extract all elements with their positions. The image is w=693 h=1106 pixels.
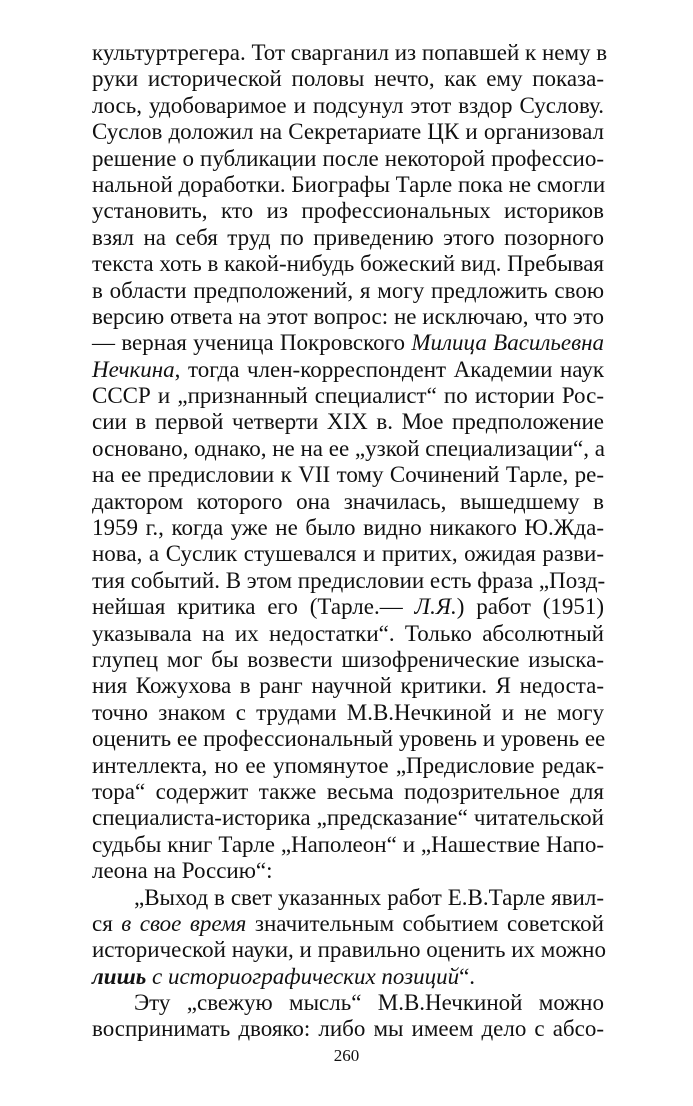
text-span: СССР и „признанный специалист“ по истории Рос- — [92, 383, 604, 409]
text-span: ния Кожухова в ранг научной критики. Я недоста- — [92, 673, 604, 699]
text-span: значительным событием советской — [246, 910, 604, 936]
text-line — [92, 278, 604, 304]
text-span: версию ответа на этот вопрос: не исключаю, что это — [92, 303, 604, 329]
text-span: „Выход в свет указанных работ Е.В.Тарле явил- — [134, 884, 604, 910]
text-span: судьбы книг Тарле „Наполеон“ и „Нашествие Напо- — [92, 831, 604, 857]
emphasis-span: Нечкина — [92, 356, 175, 382]
text-line — [92, 357, 604, 383]
text-span: ся — [92, 910, 122, 936]
text-line — [92, 515, 604, 541]
text-line — [92, 805, 604, 831]
text-span: воспринимать двояко: либо мы имеем дело с абсо- — [92, 1016, 604, 1042]
text-line — [92, 40, 608, 66]
text-span: культуртрегера. Тот сварганил из попавшей к нему в — [92, 40, 608, 65]
text-span: основано, однако, не на ее „узкой специализации“, а — [92, 435, 605, 461]
emphasis-span: лишь — [92, 963, 147, 989]
text-line — [92, 885, 604, 911]
text-span: установить, кто из профессиональных историков — [92, 198, 604, 224]
text-span: исторической науки, и правильно оценить их можно — [92, 937, 606, 963]
text-span: текста хоть в какой-нибудь божеский вид. Пребывая — [92, 251, 604, 277]
text-line — [92, 594, 604, 620]
text-line — [92, 409, 604, 435]
text-span: , тогда член-корреспондент Академии наук — [174, 356, 604, 382]
text-line — [92, 172, 604, 198]
text-span: взял на себя труд по приведению этого позорного — [92, 224, 604, 250]
text-line — [92, 673, 604, 699]
text-line — [92, 225, 604, 251]
text-span: леона на Россию“: — [92, 858, 273, 884]
text-line — [92, 937, 604, 963]
text-line — [92, 146, 604, 172]
text-span: нальной доработки. Биографы Тарле пока не смогли — [92, 171, 606, 197]
text-line — [92, 93, 604, 119]
text-line — [92, 330, 604, 356]
emphasis-span: Л.Я. — [414, 594, 457, 620]
text-span: решение о публикации после некоторой профессио- — [92, 145, 604, 171]
emphasis-span: Милица Васильевна — [411, 330, 604, 356]
text-line — [92, 119, 604, 145]
text-span: “. — [459, 963, 476, 989]
page-number: 260 — [333, 1046, 360, 1065]
text-span: на ее предисловии к VII тому Сочинений Тарле, ре- — [92, 462, 604, 488]
text-span: тия событий. В этом предисловии есть фраза „Позд- — [92, 567, 606, 593]
text-line — [92, 990, 604, 1016]
text-line — [92, 832, 604, 858]
text-span: сии в первой четверти XIX в. Мое предположение — [92, 409, 604, 435]
text-line — [92, 383, 604, 409]
text-span: специалиста-историка „предсказание“ читательской — [92, 805, 604, 831]
text-line — [92, 304, 604, 330]
text-line — [92, 700, 604, 726]
text-line — [92, 568, 604, 594]
text-span: в области предположений, я могу предложить свою — [92, 277, 604, 303]
text-line — [92, 462, 604, 488]
text-span: ) работ (1951) — [456, 594, 605, 620]
text-line — [92, 779, 604, 805]
text-line — [92, 198, 604, 224]
text-span: 1959 г., когда уже не было видно никакого Ю.Жда- — [92, 515, 604, 541]
text-line — [92, 647, 604, 673]
text-span: указывала на их недостатки“. Только абсолютный — [92, 620, 604, 646]
text-line — [92, 251, 604, 277]
text-span: интеллекта, но ее упомянутое „Предисловие редак- — [92, 752, 604, 778]
emphasis-span: с историографических позиций — [152, 963, 460, 989]
text-line — [92, 858, 604, 884]
text-span: Суслов доложил на Секретариате ЦК и организовал — [92, 119, 604, 145]
text-line — [92, 911, 604, 937]
text-line — [92, 726, 604, 752]
text-line — [92, 436, 604, 462]
text-span: тора“ содержит также весьма подозрительное для — [92, 778, 604, 804]
text-line — [92, 964, 604, 990]
text-span: дактором которого она значилась, вышедшему в — [92, 488, 604, 514]
text-line — [92, 621, 604, 647]
text-span: — верная ученица Покровского — [92, 330, 412, 356]
text-line — [92, 1016, 604, 1042]
text-span: точно знаком с трудами М.В.Нечкиной и не могу — [92, 699, 604, 725]
text-span: руки исторической половы нечто, как ему показа- — [92, 66, 604, 92]
text-span: нейшая критика его (Тарле.— — [92, 594, 415, 620]
page-body — [92, 40, 608, 1043]
text-line — [92, 489, 604, 515]
text-line — [92, 66, 604, 92]
text-span: оценить ее профессиональный уровень и уровень ее — [92, 726, 606, 752]
text-span: глупец мог бы возвести шизофренические изыска- — [92, 646, 604, 672]
emphasis-span: в свое время — [121, 910, 247, 936]
text-line — [92, 753, 604, 779]
text-span: лось, удобоваримое и подсунул этот вздор Суслову. — [92, 92, 604, 118]
text-line — [92, 541, 604, 567]
text-span: Эту „свежую мысль“ М.В.Нечкиной можно — [134, 990, 604, 1016]
text-span: нова, а Суслик стушевался и притих, ожидая разви- — [92, 541, 604, 567]
